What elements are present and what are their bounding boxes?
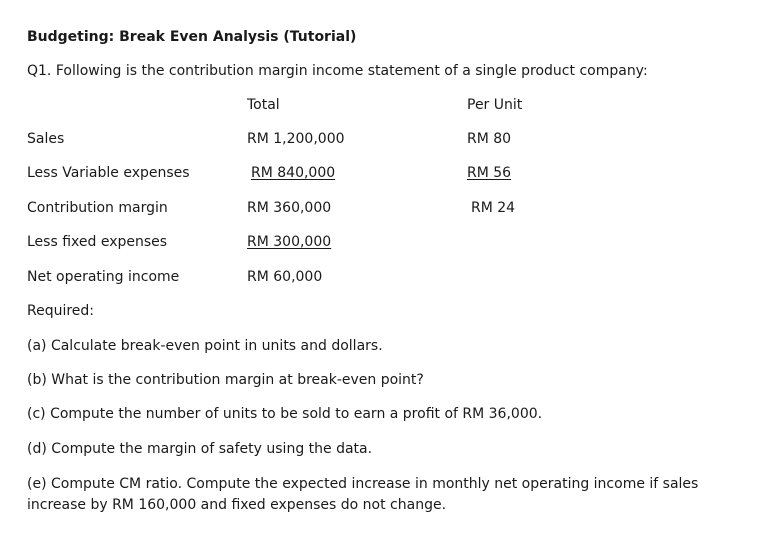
column-header-per-unit: Per Unit xyxy=(467,97,523,113)
row-unit-sales: RM 80 xyxy=(467,131,512,147)
row-unit-contribution-margin: RM 24 xyxy=(471,200,516,216)
row-total-sales: RM 1,200,000 xyxy=(247,131,345,147)
required-item-d: (d) Compute the margin of safety using the data. xyxy=(27,441,373,457)
required-item-c: (c) Compute the number of units to be sold to earn a profit of RM 36,000. xyxy=(27,406,543,422)
row-label-net-operating-income: Net operating income xyxy=(27,269,180,285)
required-item-b: (b) What is the contribution margin at break-even point? xyxy=(27,372,424,388)
row-total-contribution-margin: RM 360,000 xyxy=(247,200,332,216)
document-title: Budgeting: Break Even Analysis (Tutorial) xyxy=(27,29,357,45)
row-label-contribution-margin: Contribution margin xyxy=(27,200,168,216)
row-unit-variable-expenses: RM 56 xyxy=(467,165,512,181)
row-label-variable-expenses: Less Variable expenses xyxy=(27,165,190,181)
question-text: Q1. Following is the contribution margin income statement of a single product company: xyxy=(27,63,648,79)
row-total-variable-expenses: RM 840,000 xyxy=(251,165,336,181)
column-header-total: Total xyxy=(247,97,280,113)
row-total-fixed-expenses: RM 300,000 xyxy=(247,234,332,250)
row-total-net-operating-income: RM 60,000 xyxy=(247,269,323,285)
required-heading: Required: xyxy=(27,303,95,319)
required-item-e: (e) Compute CM ratio. Compute the expected increase in monthly net operating income if sales increase by RM 160,000 and fixed expenses do not change. xyxy=(27,476,699,513)
row-label-fixed-expenses: Less fixed expenses xyxy=(27,234,168,250)
required-item-a: (a) Calculate break-even point in units and dollars. xyxy=(27,338,383,354)
row-label-sales: Sales xyxy=(27,131,65,147)
